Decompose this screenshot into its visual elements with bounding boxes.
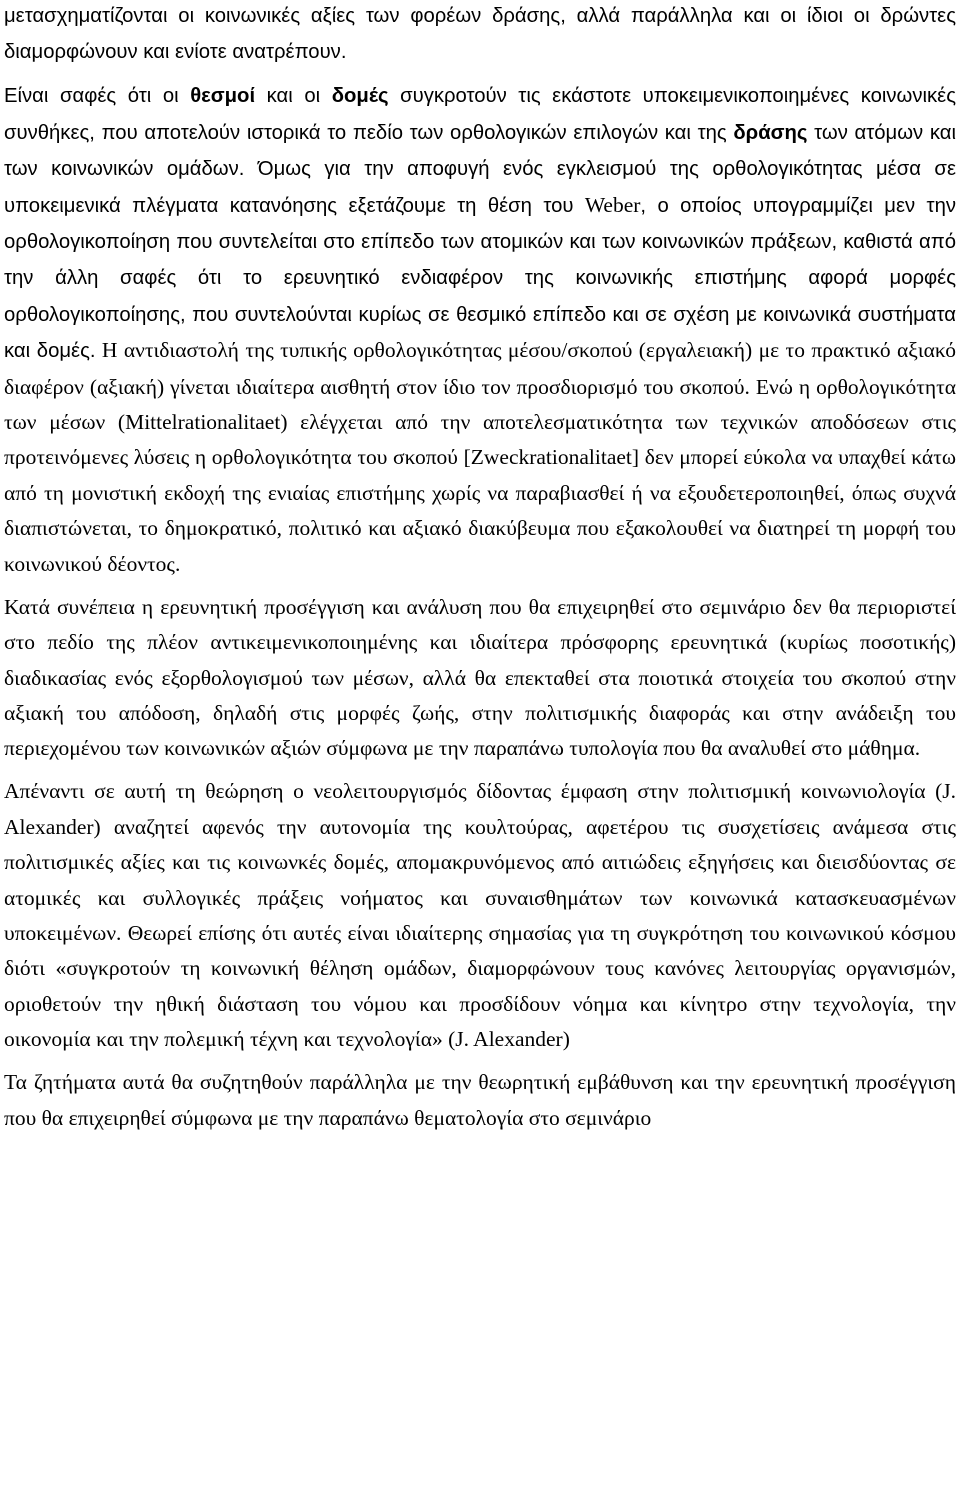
text-run: , ο οποίος υπογραμμίζει μεν την ορθολογικοποίηση που συντελείται στο επίπεδο των ατομικών και των κοινωνικών πράξεων, καθιστά από την άλλη σαφές ότι το ερευνητικό ενδιαφέρον της κοινωνικής επιστήμης αφορά μορφές ορθολογικοποίησης, που συντελούνται κυρίως σε θεσμικό επίπεδο και σε σχέση με κοινωνικά συστήματα και δομές.	[4, 194, 956, 363]
bold-term: δράσης	[733, 121, 808, 144]
bold-term: θεσμοί	[190, 85, 256, 108]
paragraph-3	[4, 590, 956, 767]
paragraph-2	[4, 78, 956, 582]
text-run: των ατόμων και των κοινωνικών ομάδων. Όμως για την αποφυγή ενός εγκλεισμού της ορθολογικότητας μέσα σε υποκειμενικά πλέγματα κατανόησης εξετάζουμε τη θέση του	[4, 121, 957, 217]
document-page	[4, 0, 956, 1136]
text-run: Η αντιδιαστολή της τυπικής ορθολογικότητας μέσου/σκοπού (εργαλειακή) με το πρακτικό αξιακό διαφέρον (αξιακή) γίνεται ιδιαίτερα αισθητή στον ίδιο τον προσδιορισμό του σκοπού. Ενώ η ορθολογικότητα των μέσων (Mittelrationalitaet) ελέγχεται από την αποτελεσματικότητα των τεχνικών αποδόσεων στις προτεινόμενες λύσεις η ορθολογικότητα του σκοπού [Zweckrationalitaet] δεν μπορεί εύκολα να υπαχθεί κάτω από τη μονιστική εκδοχή της ενιαίας επιστήμης χωρίς να παραβιασθεί ή να εξουδετεροποιηθεί, όπως συχνά διαπιστώνεται, το δημοκρατικό, πολιτικό και αξιακό διακύβευμα που εξακολουθεί να διατηρεί τη μορφή του κοινωνικού δέοντος.	[4, 338, 957, 576]
text-run: μετασχηματίζονται οι κοινωνικές αξίες των φορέων δράσης, αλλά παράλληλα και οι ίδιοι οι δρώντες διαμορφώνουν και ενίοτε ανατρέπουν.	[4, 5, 956, 64]
text-run: και οι	[255, 85, 332, 108]
text-run: Απέναντι σε αυτή τη θεώρηση ο νεολειτουργισμός δίδοντας έμφαση στην πολιτισμική κοινωνιολογία (J. Alexander) αναζητεί αφενός την αυτονομία της κουλτούρας, αφετέρου τις συσχετίσεις ανάμεσα στις πολιτισμικές αξίες και τις κοινωνκές δομές, απομακρυνόμενος από αιτιώδεις εξηγήσεις και διεισδύοντας σε ατομικές και συλλογικές πράξεις νοήματος και συναισθημάτων των κοινωνικά κατασκευασμένων υποκειμένων. Θεωρεί επίσης ότι αυτές είναι ιδιαίτερης σημασίας για τη συγκρότηση του κοινωνικού κόσμου διότι «συγκροτούν τη κοινωνική θέληση ομάδων, διαμορφώνουν τους κανόνες λειτουργίας οργανισμών, οριοθετούν την ηθική διάσταση του νόμου και προσδίδουν νόημα και κίνητρο στην τεχνολογία, την οικονομία και την πολεμική τέχνη και τεχνολογία» (J. Alexander)	[4, 779, 956, 1052]
paragraph-5	[4, 1065, 956, 1136]
text-run: συγκροτούν τις εκάστοτε υποκειμενικοποιημένες κοινωνικές συνθήκες, που αποτελούν ιστορικά το πεδίο των ορθολογικών επιλογών και της	[4, 85, 956, 144]
text-run: Τα ζητήματα αυτά θα συζητηθούν παράλληλα με την θεωρητική εμβάθυνση και την ερευνητική προσέγγιση που θα επιχειρηθεί σύμφωνα με την παραπάνω θεματολογία στο σεμινάριο	[4, 1070, 956, 1130]
text-run: Είναι σαφές ότι οι	[4, 85, 191, 108]
text-run: Weber	[584, 192, 641, 217]
bold-term: δομές	[331, 85, 389, 108]
paragraph-1	[4, 0, 956, 71]
text-run: Κατά συνέπεια η ερευνητική προσέγγιση και ανάλυση που θα επιχειρηθεί στο σεμινάριο δεν θα περιοριστεί στο πεδίο της πλέον αντικειμενικοποιημένης και ιδιαίτερα πρόσφορης ερευνητικά (κυρίως ποσοτικής) διαδικασίας ενός εξορθολογισμού των μέσων, αλλά θα επεκταθεί στα ποιοτικά στοιχεία του σκοπού στην αξιακή του απόδοση, δηλαδή στις μορφές ζωής, στην πολιτισμικής διαφοράς και στην ανάδειξη του περιεχομένου των κοινωνικών αξιών σύμφωνα με την παραπάνω τυπολογία που θα αναλυθεί στο μάθημα.	[4, 594, 956, 761]
paragraph-4	[4, 774, 956, 1057]
